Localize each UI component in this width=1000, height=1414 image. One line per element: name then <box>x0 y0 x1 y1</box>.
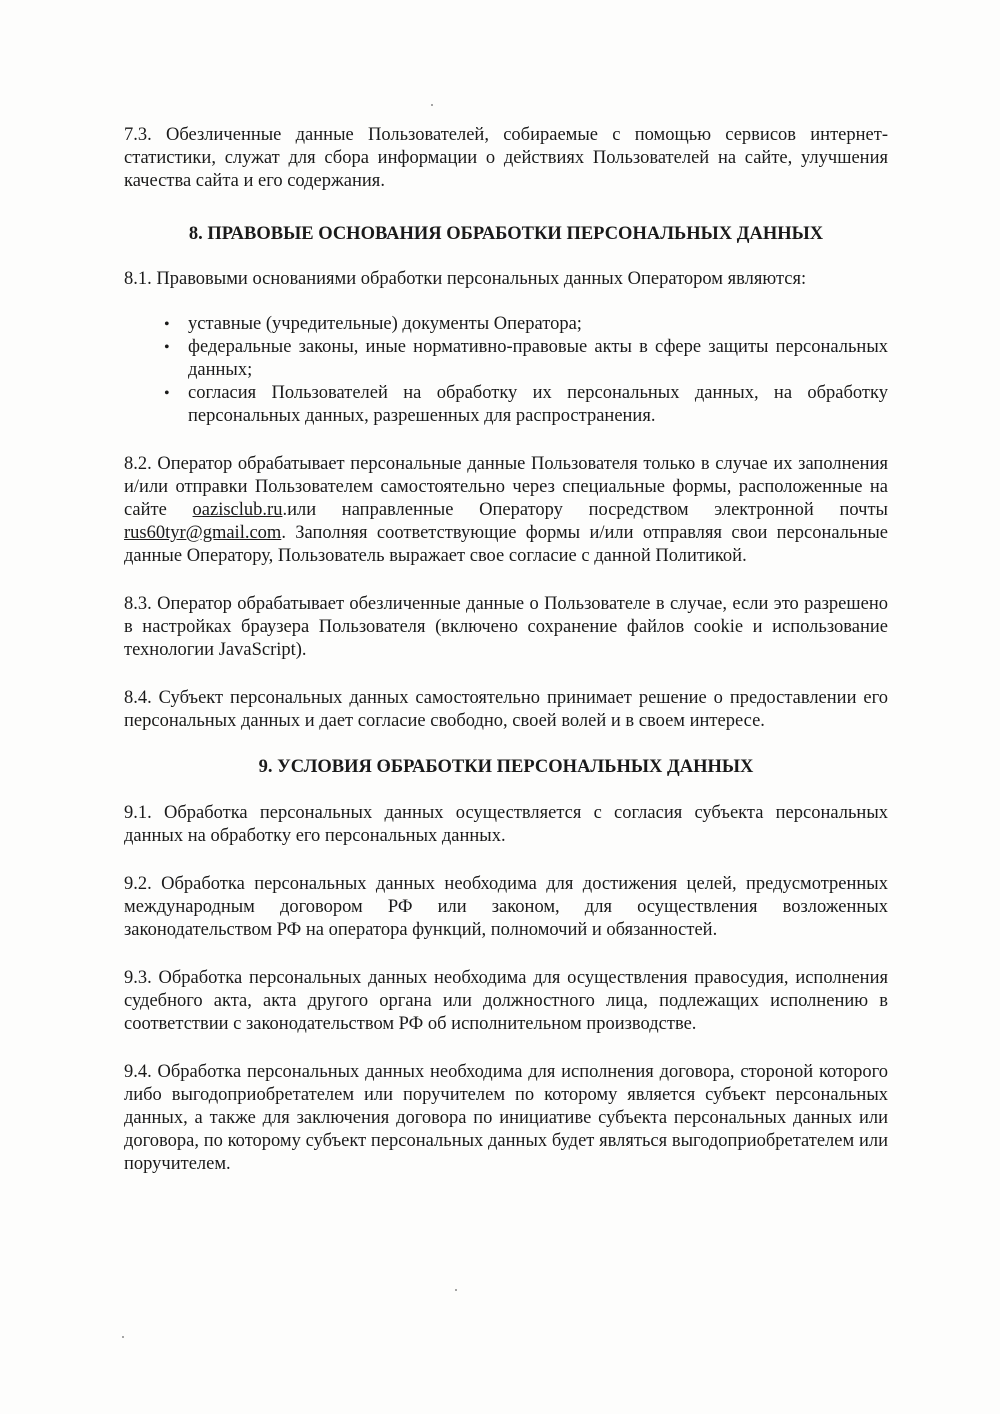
section-8-heading: 8. ПРАВОВЫЕ ОСНОВАНИЯ ОБРАБОТКИ ПЕРСОНАЛЬНЫХ ДАННЫХ <box>188 224 824 244</box>
list-item: • уставные (учредительные) документы Оператора; <box>164 314 582 334</box>
bullet-icon: • <box>164 339 170 356</box>
scan-speck <box>122 1336 124 1338</box>
section-9-heading: 9. УСЛОВИЯ ОБРАБОТКИ ПЕРСОНАЛЬНЫХ ДАННЫХ <box>258 757 754 777</box>
list-item: • согласия Пользователей на обработку их персональных данных, на обработку персональных данных, разрешенных для распространения. <box>164 383 888 426</box>
email-link[interactable]: rus60tyr@gmail.com <box>124 523 282 543</box>
bullet-icon: • <box>164 385 170 402</box>
legal-basis-list <box>124 313 888 428</box>
paragraph-9-2: 9.2. Обработка персональных данных необходима для достижения целей, предусмотренных международным договором РФ или законом, для осуществления возложенных законодательством РФ на оператора функций, полномочий и обязанностей. <box>124 874 888 940</box>
scan-speck <box>431 104 433 106</box>
paragraph-8-1: 8.1. Правовыми основаниями обработки персональных данных Оператором являются: <box>124 269 807 289</box>
paragraph-9-3: 9.3. Обработка персональных данных необходима для осуществления правосудия, исполнения судебного акта, акта другого органа или должностного лица, подлежащих исполнению в соответствии с законодательством РФ об исполнительном производстве. <box>124 968 888 1034</box>
paragraph-8-2: 8.2. Оператор обрабатывает персональные данные Пользователя только в случае их заполнения и/или отправки Пользователем самостоятельно через специальные формы, расположенные на сайте oazisclub.ru.или направленные Оператору посредством электронной почты rus60tyr@gmail.com. Заполняя соответствующие формы и/или отправляя свои персональные данные Оператору, Пользователь выражает свое согласие с данной Политикой. <box>124 454 888 566</box>
paragraph-8-3: 8.3. Оператор обрабатывает обезличенные данные о Пользователе в случае, если это разрешено в настройках браузера Пользователя (включено сохранение файлов cookie и использование технологии JavaScript). <box>124 594 888 660</box>
site-link[interactable]: oazisclub.ru <box>192 500 283 520</box>
scan-speck <box>455 1289 457 1291</box>
paragraph-9-4: 9.4. Обработка персональных данных необходима для исполнения договора, стороной которого либо выгодоприобретателем или поручителем по которому является субъект персональных данных, а также для заключения договора по инициативе субъекта персональных данных или договора, по которому субъект персональных данных будет являться выгодоприобретателем или поручителем. <box>124 1062 888 1174</box>
document-body <box>124 118 888 1176</box>
paragraph-7-3: 7.3. Обезличенные данные Пользователей, собираемые с помощью сервисов интернет-статистики, служат для сбора информации о действиях Пользователей на сайте, улучшения качества сайта и его содержания. <box>124 125 888 191</box>
paragraph-8-4: 8.4. Субъект персональных данных самостоятельно принимает решение о предоставлении его персональных данных и дает согласие свободно, своей волей и в своем интересе. <box>124 688 888 731</box>
paragraph-9-1: 9.1. Обработка персональных данных осуществляется с согласия субъекта персональных данных на обработку его персональных данных. <box>124 803 888 846</box>
bullet-icon: • <box>164 316 170 333</box>
list-item: • федеральные законы, иные нормативно-правовые акты в сфере защиты персональных данных; <box>164 337 888 380</box>
